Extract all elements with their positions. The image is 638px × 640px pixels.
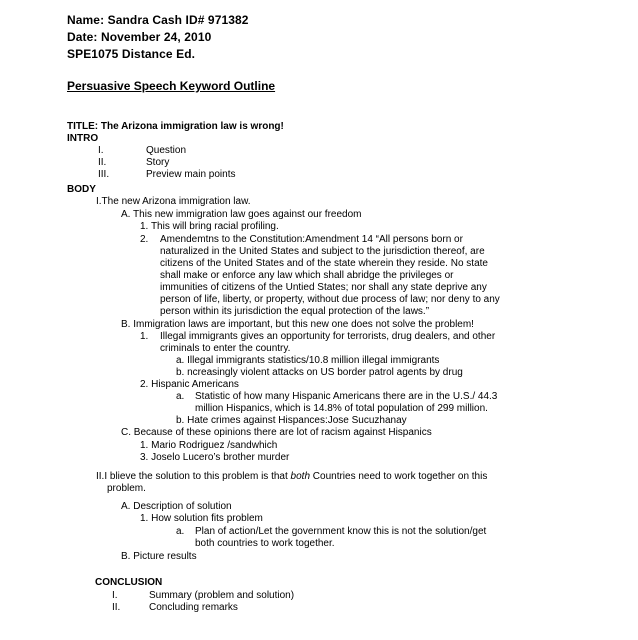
body-point-1c3: 3. Joselo Lucero’s brother murder (140, 452, 290, 463)
intro-item: Preview main points (146, 169, 236, 180)
body-point-1b1b: b. ncreasingly violent attacks on US border patrol agents by drug (176, 367, 463, 378)
intro-item: Question (146, 145, 187, 156)
body-point-1b1-num: 1. (140, 331, 149, 342)
body-point-2a1: 1. How solution fits problem (140, 513, 263, 524)
intro-item: Story (146, 157, 170, 168)
body-point-1a2-num: 2. (140, 234, 149, 245)
body-point-1c: C. Because of these opinions there are lot of racism against Hispanics (121, 427, 432, 438)
body-point-1b2a-line: million Hispanics, which is 14.8% of total population of 299 million. (195, 403, 488, 414)
body-heading: BODY (67, 184, 96, 195)
title-text: : The Arizona immigration law is wrong! (94, 121, 284, 132)
body-point-1a1: 1. This will bring racial profiling. (140, 221, 279, 232)
conclusion-item: Concluding remarks (149, 602, 238, 613)
body-point-1a: A. This new immigration law goes against our freedom (121, 209, 362, 220)
course-line: SPE1075 Distance Ed. (67, 47, 196, 61)
body-point-2-cont: problem. (107, 483, 146, 494)
body-point-1c1: 1. Mario Rodriguez /sandwhich (140, 440, 278, 451)
intro-num: II. (98, 157, 107, 168)
amendment-quote-line: citizens of the United States and of the state wherein they reside. No state (160, 258, 488, 269)
body-point-1b1a: a. Illegal immigrants statistics/10.8 million illegal immigrants (176, 355, 440, 366)
body-point-2a1a-line: Plan of action/Let the government know this is not the solution/get (195, 526, 487, 537)
body-point-2a: A. Description of solution (121, 501, 232, 512)
conclusion-num: II. (112, 602, 121, 613)
body-point-1b2a-line: Statistic of how many Hispanic Americans there are in the U.S./ 44.3 (195, 391, 498, 402)
student-name-id: Name: Sandra Cash ID# 971382 (67, 13, 249, 27)
document-title: Persuasive Speech Keyword Outline (67, 79, 276, 93)
amendment-quote-line: naturalized in the United States and subject to the jurisdiction thereof, are (160, 246, 485, 257)
conclusion-heading: CONCLUSION (95, 577, 163, 588)
body-point-2a1a-line: both countries to work together. (195, 538, 335, 549)
body-point-1b2a-num: a. (176, 391, 185, 402)
body-point-2 (96, 471, 487, 483)
amendment-quote-line: shall make or enforce any law which shall abridge the privileges or (160, 270, 454, 281)
body-point-1: I.The new Arizona immigration law. (96, 196, 251, 207)
body-point-1b2: 2. Hispanic Americans (140, 379, 239, 390)
body-point-2b: B. Picture results (121, 551, 197, 562)
intro-num: I. (98, 145, 104, 156)
amendment-quote-line: immunities of citizens of the Untied States; nor shall any state deprive any (160, 282, 487, 293)
amendment-quote-line: person of life, liberty, or property, without due process of law; nor deny to any (160, 294, 500, 305)
intro-num: III. (98, 169, 110, 180)
body-point-1b: B. Immigration laws are important, but this new one does not solve the problem! (121, 319, 474, 330)
body-point-2a1a-num: a. (176, 526, 185, 537)
body-point-2-pre: II.I blieve the solution to this problem is that (96, 471, 291, 482)
amendment-quote-line: person within its jurisdiction the equal protection of the laws.” (160, 306, 430, 317)
date-line: Date: November 24, 2010 (67, 30, 212, 44)
amendment-quote-line: Amendemtns to the Constitution:Amendment 14 “All persons born or (160, 234, 463, 245)
speech-title (67, 121, 284, 133)
conclusion-num: I. (112, 590, 118, 601)
intro-heading: INTRO (67, 133, 99, 144)
body-point-1b1-line: criminals to enter the country. (160, 343, 291, 354)
conclusion-item: Summary (problem and solution) (149, 590, 295, 601)
title-label: TITLE (67, 121, 95, 132)
body-point-1b2b: b. Hate crimes against Hispances:Jose Sucuzhanay (176, 415, 407, 426)
body-point-2-post: Countries need to work together on this (310, 471, 488, 482)
body-point-2-emphasis: both (290, 471, 311, 482)
body-point-1b1-line: Illegal immigrants gives an opportunity for terrorists, drug dealers, and other (160, 331, 496, 342)
